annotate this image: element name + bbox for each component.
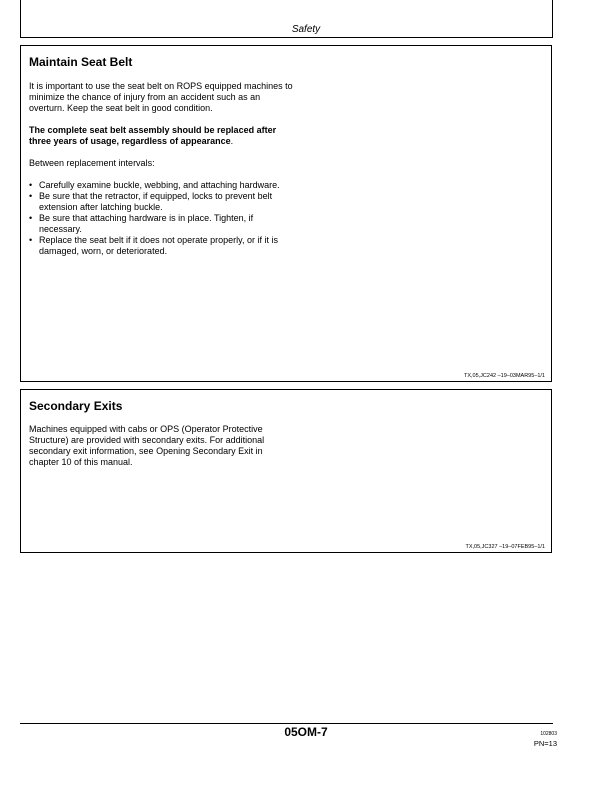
list-item: • Carefully examine buckle, webbing, and attaching hardware. <box>29 180 294 191</box>
between-label: Between replacement intervals: <box>29 158 155 168</box>
section-maintain-seat-belt <box>20 45 552 382</box>
footer-rule <box>20 723 553 724</box>
warning-end: . <box>230 136 234 146</box>
bullet-list <box>29 180 294 257</box>
header-title: Safety <box>291 24 321 35</box>
reference-code: TX,05,JC242 –19–03MAR95–1/1 <box>463 373 545 379</box>
header-rule <box>20 37 553 38</box>
intro-paragraph: It is important to use the seat belt on ROPS equipped machines to minimize the chance of injury from an accident such as an overturn. Keep the seat belt in good condition. <box>29 81 293 113</box>
list-item: • Replace the seat belt if it does not operate properly, or if it is damaged, worn, or deteriorated. <box>29 235 294 257</box>
list-item: • Be sure that attaching hardware is in place. Tighten, if necessary. <box>29 213 294 235</box>
footer-date-code: 102803 <box>540 731 557 737</box>
warning-text: The complete seat belt assembly should be replaced after three years of usage, regardless of appearance <box>29 125 277 146</box>
body-paragraph: Machines equipped with cabs or OPS (Operator Protective Structure) are provided with secondary exits. For additional secondary exit information, see Opening Secondary Exit in chapter 10 of this manual. <box>29 424 265 467</box>
list-item: • Be sure that the retractor, if equipped, locks to prevent belt extension after latching buckle. <box>29 191 294 213</box>
page-number: 05OM-7 <box>284 725 328 739</box>
section-title: Maintain Seat Belt <box>29 55 133 69</box>
section-title: Secondary Exits <box>29 399 123 413</box>
warning-paragraph <box>29 125 294 147</box>
section-body <box>29 424 294 479</box>
footer-pn: PN=13 <box>533 739 557 748</box>
section-secondary-exits <box>20 389 552 553</box>
reference-code: TX,05,JC327 –19–07FEB95–1/1 <box>465 544 545 550</box>
section-body <box>29 81 294 257</box>
